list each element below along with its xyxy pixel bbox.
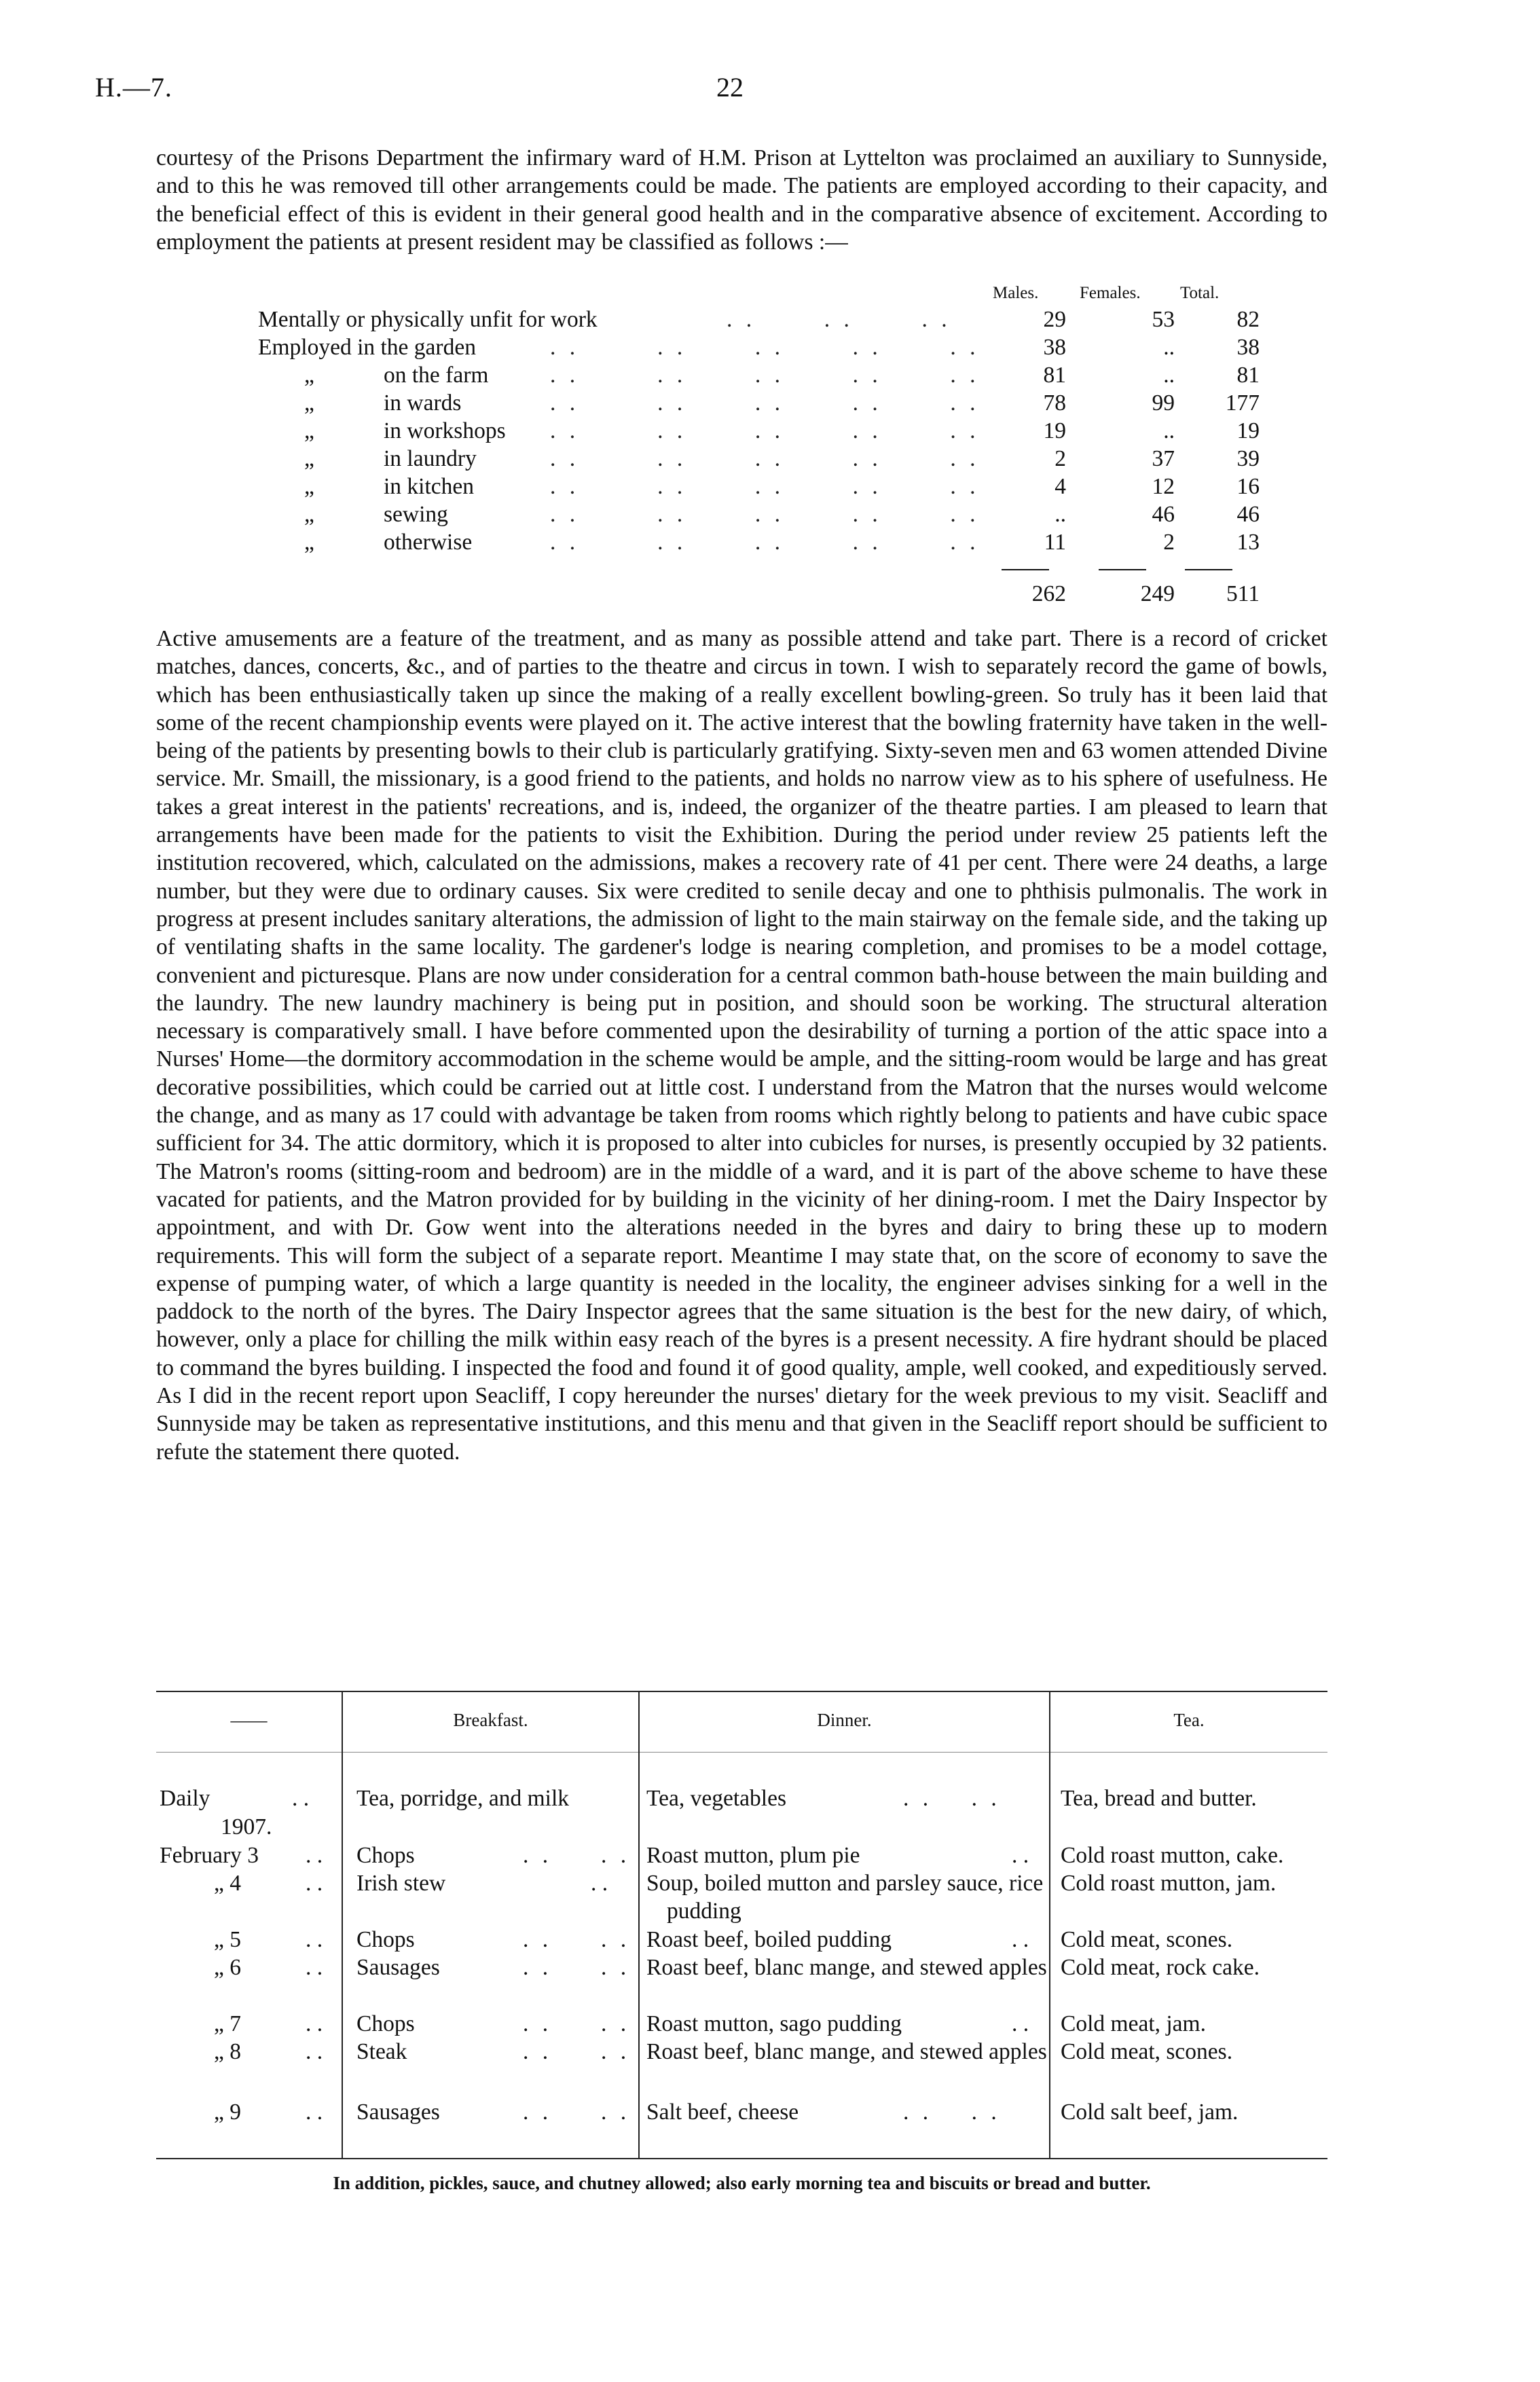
dinner-cell: Roast mutton, plum pie [646,1843,860,1868]
column-divider [1049,1691,1050,2159]
leader-dots: . . . . [523,1955,631,1980]
leader-dots: . . [306,1843,323,1868]
leader-dots: . . [1012,2011,1029,2036]
dinner-cell: Soup, boiled mutton and parsley sauce, rice pudding [646,1871,1044,1924]
leader-dots: . . [306,2011,323,2036]
leader-dots: . . . . . . . . . . [550,474,980,499]
leader-dots: . . . . [523,2011,631,2036]
leader-dots: . . [306,1927,323,1952]
row-label: sewing [384,502,448,527]
tea-cell: Cold meat, rock cake. [1061,1955,1260,1980]
table-row [258,446,1263,474]
ditto-mark: „ [304,446,314,471]
ditto-mark: „ [304,474,314,499]
tea-cell: Cold meat, scones. [1061,2039,1233,2064]
sum-rule-males [1002,569,1049,570]
grand-total: 511 [1226,581,1260,606]
leader-dots: . . [306,1871,323,1896]
dietary-footnote: In addition, pickles, sauce, and chutney allowed; also early morning tea and biscuits or bread and butter. [333,2173,1151,2193]
leader-dots: . . [591,1871,608,1896]
cell-total: 46 [1236,502,1260,527]
dinner-cell: Roast beef, blanc mange, and stewed apples [646,2039,1047,2064]
table-row [258,335,1263,363]
leader-dots: . . . . [523,2039,631,2064]
ditto-mark: „ [304,390,314,416]
table-row [258,530,1263,557]
leader-dots: . . . . . . [727,307,951,332]
leader-dots: . . [1012,1927,1029,1952]
tea-cell: Cold meat, jam. [1061,2011,1206,2036]
leader-dots: . . . . [523,1843,631,1868]
ditto-mark: „ [304,502,314,527]
dinner-cell: Salt beef, cheese [646,2100,799,2125]
table-row [258,474,1263,502]
leader-dots: . . [292,1786,310,1811]
ditto-mark: „ [304,418,314,443]
cell-females: .. [1163,335,1175,360]
cell-total: 16 [1236,474,1260,499]
ditto-mark: „ [304,363,314,388]
dinner-cell: Roast beef, boiled pudding [646,1927,892,1952]
ditto-mark: „ [304,530,314,555]
cell-total: 38 [1236,335,1260,360]
cell-males: 4 [1055,474,1066,499]
tea-cell: Cold roast mutton, cake. [1061,1843,1284,1868]
table-row [258,307,1263,335]
page-number: 22 [716,72,744,103]
day-cell: „ 9 [214,2100,241,2125]
day-cell: „ 8 [214,2039,241,2064]
col-header-tea: Tea. [1173,1710,1205,1730]
table-row [258,363,1263,390]
leader-dots: . . . . . . . . . . [550,530,980,555]
col-header-dinner: Dinner. [817,1710,872,1730]
leader-dots: . . . . . . . . . . [550,446,980,471]
dinner-cell: Roast mutton, sago pudding [646,2011,902,2036]
table-top-rule [156,1691,1327,1692]
col-header-total: Total. [1180,284,1220,302]
column-divider [342,1691,343,2159]
leader-dots: . . [306,1955,323,1980]
cell-females: 46 [1152,502,1175,527]
tea-cell: Cold meat, scones. [1061,1927,1233,1952]
col-header-females: Females. [1080,284,1141,302]
day-cell: „ 7 [214,2011,241,2036]
breakfast-cell: Chops [356,2011,415,2036]
dinner-cell: Tea, vegetables [646,1786,786,1811]
col-header-breakfast: Breakfast. [453,1710,528,1730]
tea-cell: Cold salt beef, jam. [1061,2100,1239,2125]
leader-dots: . . [306,2039,323,2064]
paragraph-main: Active amusements are a feature of the treatment, and as many as possible attend and take part. There is a record of cricket matches, dances, concerts, &c., and of parties to the theatre and circus in town. I wish to separately record the game of bowls, which has been enthusiastically taken up since the making of a really excellent bowling-green. So truly has it been laid that some of the recent championship events were played on it. The active interest that the bowling fraternity have taken in the well-being of the patients by presenting bowls to their club is particularly gratifying. Sixty-seven men and 63 women attended Divine service. Mr. Smaill, the missionary, is a good friend to the patients, and holds no narrow view as to his sphere of usefulness. He takes a great interest in the patients' recreations, and is, indeed, the organizer of the theatre parties. I am pleased to learn that arrangements have been made for the patients to visit the Exhibition. During the period under review 25 patients left the institution recovered, which, calculated on the admissions, makes a recovery rate of 41 per cent. There were 24 deaths, a large number, but they were due to ordinary causes. Six were credited to senile decay and one to phthisis pulmonalis. The work in progress at present includes sanitary alterations, the admission of light to the main stairway on the female side, and the taking up of ventilating shafts in the same locality. The gardener's lodge is nearing completion, and promises to be a model cottage, convenient and picturesque. Plans are now under consideration for a central common bath-house between the main building and the laundry. The new laundry machinery is being put in position, and should soon be working. The structural alteration necessary is comparatively small. I have before commented upon the desirability of turning a portion of the attic space into a Nurses' Home—the dormitory accommodation in the scheme would be ample, and the sitting-room would be large and has great decorative possibilities, which could be carried out at little cost. I understand from the Matron that the nurses would welcome the change, and as many as 17 could with advantage be taken from rooms which rightly belong to patients and have cubic space sufficient for 34. The attic dormitory, which it is proposed to alter into cubicles for nurses, is presently occupied by 32 patients. The Matron's rooms (sitting-room and bedroom) are in the middle of a ward, and it is part of the above scheme to have these vacated for patients, and the Matron provided for by building in the vicinity of her dining-room. I met the Dairy Inspector by appointment, and with Dr. Gow went into the alterations needed in the byres and dairy to bring these up to modern requirements. This will form the subject of a separate report. Meantime I may state that, on the score of economy to save the expense of pumping water, of which a large quantity is needed in the locality, the engineer advises sinking for a well in the paddock to the north of the byres. The Dairy Inspector agrees that the same situation is the best for the new dairy, of which, however, only a place for chilling the milk within easy reach of the byres is a present necessity. A fire hydrant should be placed to command the byres building. I inspected the food and found it of good quality, ample, well cooked, and expeditiously served. As I did in the recent report upon Seacliff, I copy hereunder the nurses' dietary for the week previous to my visit. Seacliff and Sunnyside may be taken as representative institutions, and this menu and that given in the Seacliff report should be sufficient to refute the statement there quoted. [156,626,1327,1465]
day-cell: February 3 [160,1843,259,1868]
breakfast-cell: Sausages [356,2100,440,2125]
sum-rule-females [1099,569,1146,570]
day-cell: „ 4 [214,1871,241,1896]
row-label: otherwise [384,530,473,555]
cell-total: 81 [1236,363,1260,388]
column-divider [638,1691,640,2159]
leader-dots: . . . . [523,1927,631,1952]
breakfast-cell: Steak [356,2039,407,2064]
cell-total: 82 [1236,307,1260,332]
table-row [258,502,1263,530]
col-header-males: Males. [993,284,1039,302]
leader-dots: . . [306,2100,323,2125]
report-reference: H.—7. [95,72,172,103]
cell-males: 78 [1043,390,1066,416]
cell-males: 81 [1043,363,1066,388]
cell-males: 29 [1043,307,1066,332]
leader-dots: . . . . . . . . . . [550,502,980,527]
cell-females: .. [1163,418,1175,443]
table-bottom-rule [156,2158,1327,2159]
cell-total: 177 [1225,390,1260,416]
leader-dots: . . . . . . . . . . [550,335,980,360]
paragraph-intro: courtesy of the Prisons Department the infirmary ward of H.M. Prison at Lyttelton was proclaimed an auxiliary to Sunnyside, and to this he was removed till other arrangements could be made. The patients are employed according to their capacity, and the beneficial effect of this is evident in their general good health and in the comparative absence of excitement. According to employment the patients at present resident may be classified as follows :— [156,145,1327,255]
tea-cell: Cold roast mutton, jam. [1061,1871,1277,1896]
tea-cell: Tea, bread and butter. [1061,1786,1257,1811]
leader-dots: . . . . [903,2100,1001,2125]
row-label: in laundry [384,446,477,471]
row-label: in workshops [384,418,506,443]
dinner-cell: Roast beef, blanc mange, and stewed apples [646,1955,1047,1980]
leader-dots: . . [1012,1843,1029,1868]
cell-males: 2 [1055,446,1066,471]
cell-males: 11 [1044,530,1066,555]
sum-rule-total [1185,569,1232,570]
row-label: Mentally or physically unfit for work [258,307,598,332]
cell-males: 19 [1043,418,1066,443]
table-row [258,390,1263,418]
row-label: Employed in the garden [258,335,476,360]
leader-dots: . . . . [523,2100,631,2125]
leader-dots: . . . . [903,1786,1001,1811]
leader-dots: . . . . . . . . . . [550,418,980,443]
day-cell: „ 6 [214,1955,241,1980]
breakfast-cell: Tea, porridge, and milk [356,1786,570,1811]
cell-males: 38 [1043,335,1066,360]
cell-males: .. [1055,502,1066,527]
cell-total: 13 [1236,530,1260,555]
header-rule [156,1752,1327,1753]
day-cell: „ 5 [214,1927,241,1952]
row-label: on the farm [384,363,489,388]
cell-total: 39 [1236,446,1260,471]
breakfast-cell: Sausages [356,1955,440,1980]
leader-dots: . . . . . . . . . . [550,363,980,388]
cell-females: 99 [1152,390,1175,416]
year-label: 1907. [221,1814,272,1839]
row-label: in wards [384,390,462,416]
leader-dots: . . . . . . . . . . [550,390,980,416]
cell-females: 2 [1163,530,1175,555]
cell-females: 12 [1152,474,1175,499]
totals-row [258,581,1263,609]
table-row [258,418,1263,446]
row-label: in kitchen [384,474,475,499]
total-males: 262 [1031,581,1066,606]
cell-total: 19 [1236,418,1260,443]
breakfast-cell: Chops [356,1927,415,1952]
col-header-day: —— [230,1710,268,1730]
dietary-table [156,1684,1327,2159]
breakfast-cell: Chops [356,1843,415,1868]
cell-females: 37 [1152,446,1175,471]
breakfast-cell: Irish stew [356,1871,446,1896]
day-cell: Daily [160,1786,210,1811]
cell-females: 53 [1152,307,1175,332]
total-females: 249 [1140,581,1175,606]
cell-females: .. [1163,363,1175,388]
